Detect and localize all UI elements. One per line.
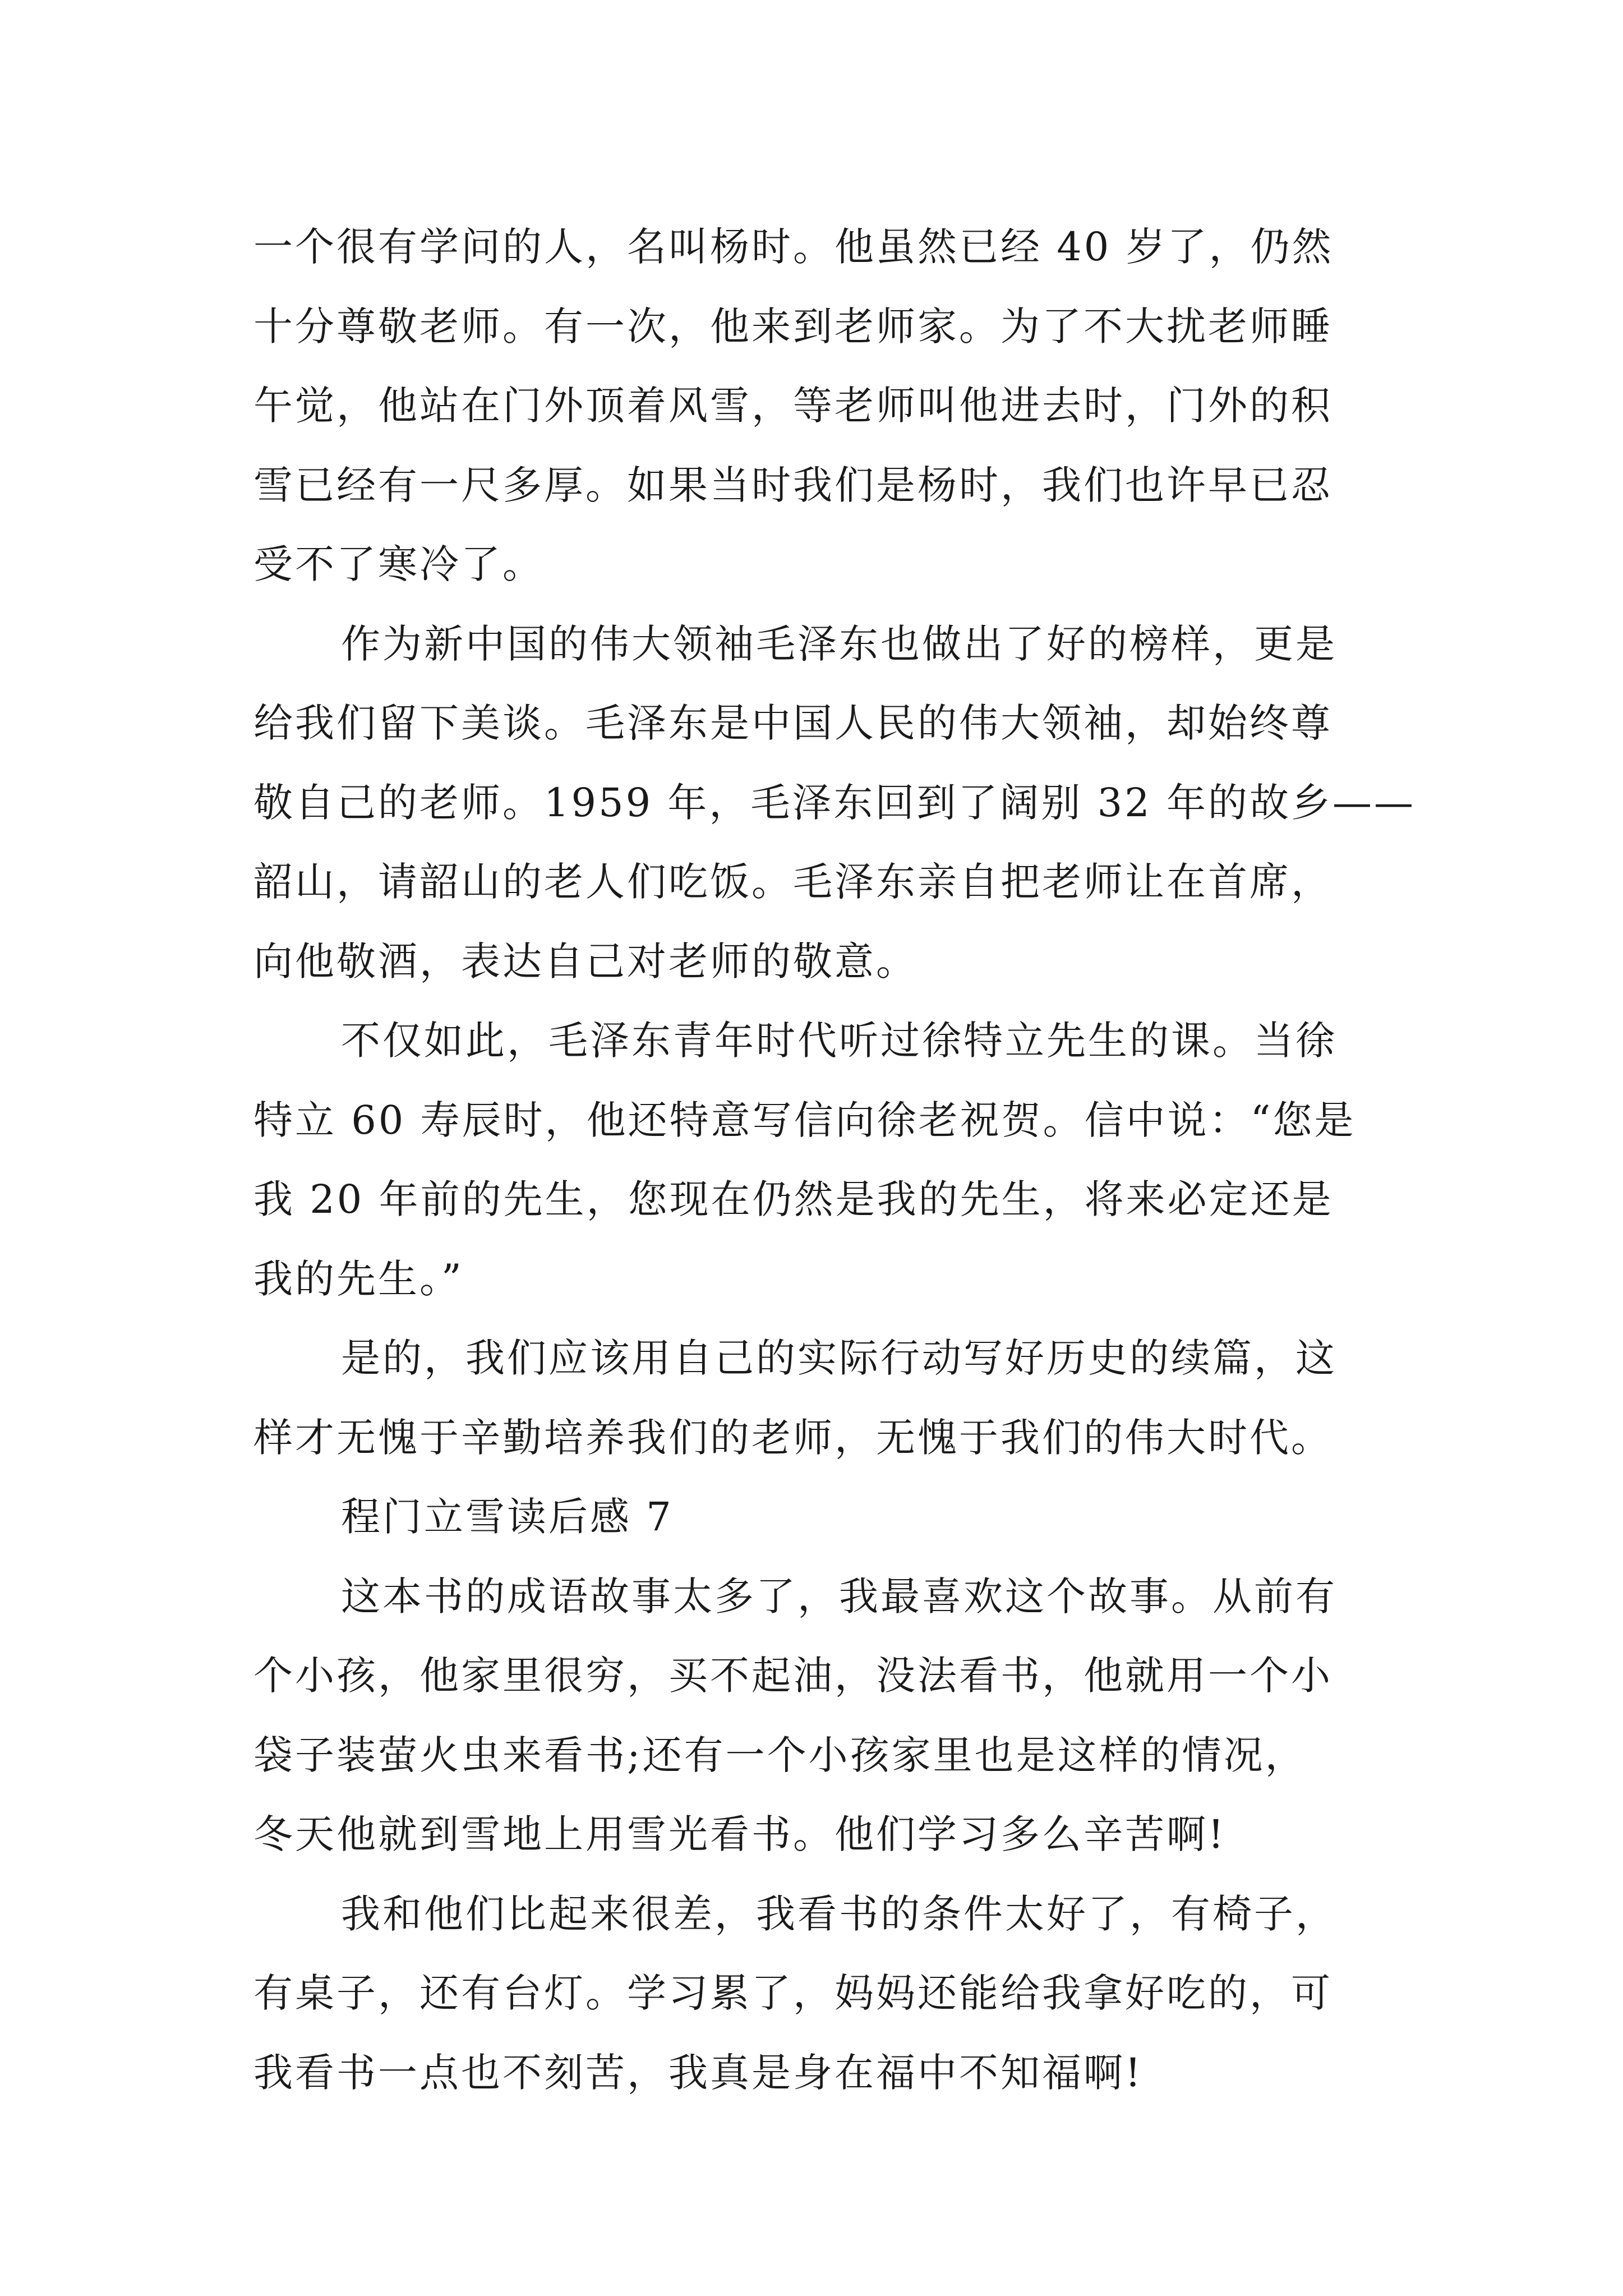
text-line: 韶山，请韶山的老人们吃饭。毛泽东亲自把老师让在首席， bbox=[253, 859, 1332, 905]
paragraph-start-line: 这本书的成语故事太多了，我最喜欢这个故事。从前有 bbox=[341, 1573, 1337, 1619]
text-line: 给我们留下美谈。毛泽东是中国人民的伟大领袖，却始终尊 bbox=[253, 700, 1332, 746]
text-line: 十分尊敬老师。有一次，他来到老师家。为了不大扰老师睡 bbox=[253, 303, 1332, 349]
text-line: 特立 60 寿辰时，他还特意写信向徐老祝贺。信中说：“您是 bbox=[253, 1097, 1356, 1143]
text-line: 袋子装萤火虫来看书;还有一个小孩家里也是这样的情况， bbox=[253, 1732, 1307, 1778]
text-line: 我的先生。” bbox=[253, 1255, 464, 1302]
text-line: 午觉，他站在门外顶着风雪，等老师叫他进去时，门外的积 bbox=[253, 383, 1332, 429]
text-line: 雪已经有一尺多厚。如果当时我们是杨时，我们也许早已忍 bbox=[253, 462, 1332, 508]
paragraph-start-line: 不仅如此，毛泽东青年时代听过徐特立先生的课。当徐 bbox=[341, 1018, 1337, 1064]
text-line: 冬天他就到雪地上用雪光看书。他们学习多么辛苦啊! bbox=[253, 1811, 1227, 1857]
text-line: 敬自己的老师。1959 年，毛泽东回到了阔别 32 年的故乡—— bbox=[253, 779, 1415, 826]
text-line: 个小孩，他家里很穷，买不起油，没法看书，他就用一个小 bbox=[253, 1653, 1332, 1699]
text-line: 受不了寒冷了。 bbox=[253, 541, 544, 587]
section-heading: 程门立雪读后感 7 bbox=[341, 1494, 674, 1540]
text-line: 我 20 年前的先生，您现在仍然是我的先生，将来必定还是 bbox=[253, 1176, 1334, 1222]
paragraph-start-line: 是的，我们应该用自己的实际行动写好历史的续篇，这 bbox=[341, 1335, 1337, 1381]
text-line: 一个很有学问的人，名叫杨时。他虽然已经 40 岁了，仍然 bbox=[253, 224, 1334, 270]
text-line: 有桌子，还有台灯。学习累了，妈妈还能给我拿好吃的，可 bbox=[253, 1970, 1332, 2016]
paragraph-start-line: 作为新中国的伟大领袖毛泽东也做出了好的榜样，更是 bbox=[341, 620, 1337, 667]
text-line: 向他敬酒，表达自己对老师的敬意。 bbox=[253, 938, 917, 984]
paragraph-start-line: 我和他们比起来很差，我看书的条件太好了，有椅子， bbox=[341, 1890, 1337, 1937]
text-line: 样才无愧于辛勤培养我们的老师，无愧于我们的伟大时代。 bbox=[253, 1414, 1332, 1461]
text-line: 我看书一点也不刻苦，我真是身在福中不知福啊! bbox=[253, 2049, 1144, 2096]
body-text bbox=[253, 208, 1415, 2113]
